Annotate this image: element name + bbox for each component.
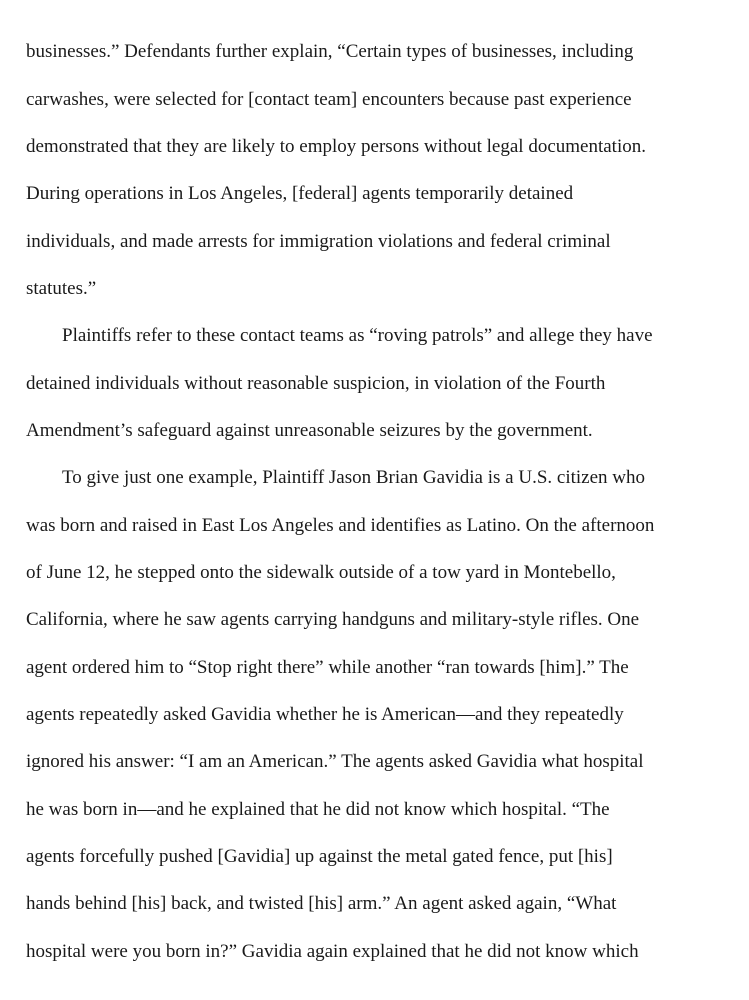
text-line-6: statutes.” bbox=[26, 278, 97, 299]
text-line-12: of June 12, he stepped onto the sidewalk outside of a tow yard in Montebello, bbox=[26, 562, 616, 583]
text-line-13: California, where he saw agents carrying handguns and military-style rifles. One bbox=[26, 609, 640, 630]
text-line-11: was born and raised in East Los Angeles and identifies as Latino. On the afternoon bbox=[26, 515, 655, 536]
text-line-5: individuals, and made arrests for immigration violations and federal criminal bbox=[26, 231, 611, 252]
text-line-9: Amendment’s safeguard against unreasonable seizures by the government. bbox=[26, 420, 593, 441]
text-line-10: To give just one example, Plaintiff Jason Brian Gavidia is a U.S. citizen who bbox=[62, 467, 645, 488]
text-line-3: demonstrated that they are likely to employ persons without legal documentation. bbox=[26, 136, 646, 157]
text-line-20: hospital were you born in?” Gavidia again explained that he did not know which bbox=[26, 941, 639, 962]
text-line-16: ignored his answer: “I am an American.” The agents asked Gavidia what hospital bbox=[26, 751, 644, 772]
text-line-15: agents repeatedly asked Gavidia whether he is American—and they repeatedly bbox=[26, 704, 624, 725]
text-line-19: hands behind [his] back, and twisted [his] arm.” An agent asked again, “What bbox=[26, 893, 617, 914]
text-line-14: agent ordered him to “Stop right there” while another “ran towards [him].” The bbox=[26, 657, 629, 678]
text-line-8: detained individuals without reasonable suspicion, in violation of the Fourth bbox=[26, 373, 606, 394]
text-line-2: carwashes, were selected for [contact team] encounters because past experience bbox=[26, 89, 632, 110]
text-line-1: businesses.” Defendants further explain, “Certain types of businesses, including bbox=[26, 41, 634, 62]
text-line-7: Plaintiffs refer to these contact teams as “roving patrols” and allege they have bbox=[62, 325, 653, 346]
text-line-4: During operations in Los Angeles, [federal] agents temporarily detained bbox=[26, 183, 574, 204]
text-line-17: he was born in—and he explained that he did not know which hospital. “The bbox=[26, 799, 610, 820]
text-line-18: agents forcefully pushed [Gavidia] up against the metal gated fence, put [his] bbox=[26, 846, 613, 867]
